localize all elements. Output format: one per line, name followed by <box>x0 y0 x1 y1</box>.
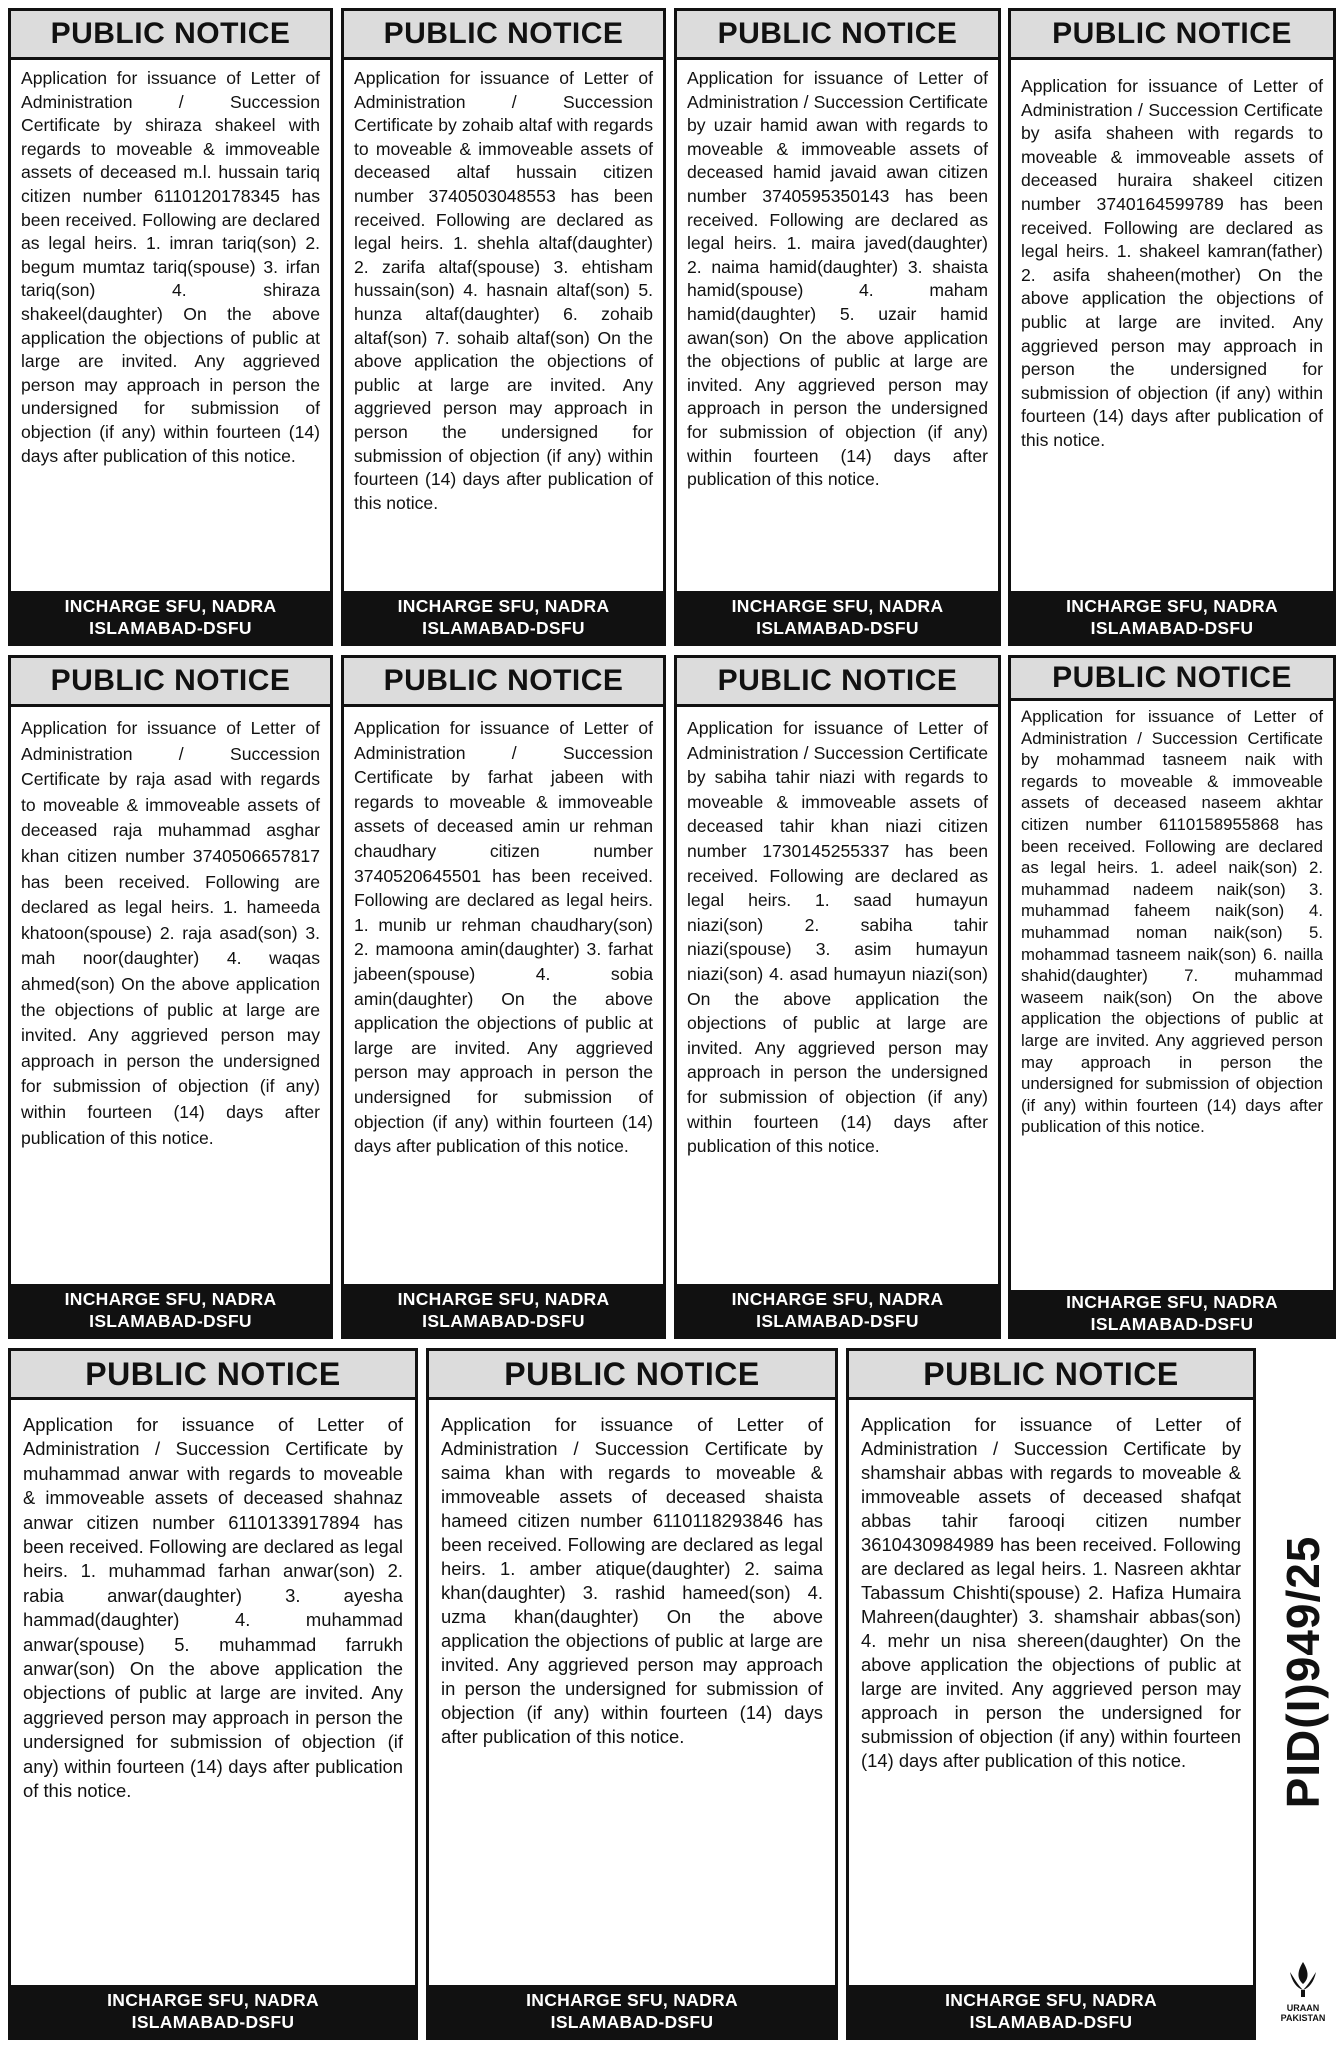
notice-body: Application for issuance of Letter of Administration / Succession Certificate by uzair hamid awan with regards to moveable & immoveable assets of deceased hamid javaid awan citizen number 3740595350143 has been received. Following are declared as legal heirs. 1. maira javed(daughter) 2. naima hamid(daughter) 3. shaista hamid(spouse) 4. maham hamid(daughter) 5. uzair hamid awan(son) On the above application the objections of public at large are invited. Any aggrieved person may approach in person the undersigned for submission of objection (if any) within fourteen (14) days after publication of this notice. <box>687 68 988 490</box>
notice-6 <box>341 655 666 1339</box>
notice-header: PUBLIC NOTICE <box>344 658 663 707</box>
notice-footer: INCHARGE SFU, NADRA ISLAMABAD-DSFU <box>677 591 998 643</box>
notice-header: PUBLIC NOTICE <box>849 1351 1253 1400</box>
notice-header: PUBLIC NOTICE <box>1011 11 1333 60</box>
logo-text-line2: PAKISTAN <box>1280 2013 1326 2023</box>
notice-1 <box>8 8 333 646</box>
notice-11 <box>846 1348 1256 2040</box>
notice-footer: INCHARGE SFU, NADRA ISLAMABAD-DSFU <box>1011 591 1333 643</box>
notice-header: PUBLIC NOTICE <box>11 658 330 707</box>
notice-header: PUBLIC NOTICE <box>344 11 663 60</box>
notice-footer: INCHARGE SFU, NADRA ISLAMABAD-DSFU <box>429 1985 835 2037</box>
notice-2 <box>341 8 666 646</box>
logo-mark-icon <box>1286 1960 1320 1998</box>
pid-code-stamp <box>1276 1370 1330 1980</box>
notice-4 <box>1008 8 1336 646</box>
notice-5 <box>8 655 333 1339</box>
notice-body: Application for issuance of Letter of Administration / Succession Certificate by shiraza shakeel with regards to moveable & immoveable assets of deceased m.l. hussain tariq citizen number 6110120178345 has been received. Following are declared as legal heirs. 1. imran tariq(son) 2. begum mumtaz tariq(spouse) 3. irfan tariq(son) 4. shiraza shakeel(daughter) On the above application the objections of public at large are invited. Any aggrieved person may approach in person the undersigned for submission of objection (if any) within fourteen (14) days after publication of this notice. <box>21 68 320 466</box>
notice-body: Application for issuance of Letter of Administration / Succession Certificate by muhammad anwar with regards to moveable & immoveable assets of deceased shahnaz anwar citizen number 6110133917894 has been received. Following are declared as legal heirs. 1. muhammad farhan anwar(son) 2. rabia anwar(daughter) 3. ayesha hammad(daughter) 4. muhammad anwar(spouse) 5. muhammad farrukh anwar(son) On the above application the objections of public at large are invited. Any aggrieved person may approach in person the undersigned for submission of objection (if any) within fourteen (14) days after publication of this notice. <box>23 1414 403 1802</box>
notice-footer: INCHARGE SFU, NADRA ISLAMABAD-DSFU <box>11 1985 415 2037</box>
notice-body: Application for issuance of Letter of Administration / Succession Certificate by shamshair abbas with regards to moveable & immoveable assets of deceased shafqat abbas tahir farooqi citizen number 3610430984989 has been received. Following are declared as legal heirs. 1. Nasreen akhtar Tabassum Chishti(spouse) 2. Hafiza Humaira Mahreen(daughter) 3. shamshair abbas(son) 4. mehr un nisa shereen(daughter) On the above application the objections of public at large are invited. Any aggrieved person may approach in person the undersigned for submission of objection (if any) within fourteen (14) days after publication of this notice. <box>861 1414 1241 1771</box>
logo-text-line1: URAAN <box>1286 2003 1320 2013</box>
notice-footer: INCHARGE SFU, NADRA ISLAMABAD-DSFU <box>1011 1290 1333 1336</box>
notice-7 <box>674 655 1001 1339</box>
uraan-pakistan-logo <box>1276 1960 1330 2040</box>
notice-footer: INCHARGE SFU, NADRA ISLAMABAD-DSFU <box>11 591 330 643</box>
notice-10 <box>426 1348 838 2040</box>
notice-header: PUBLIC NOTICE <box>11 1351 415 1400</box>
notice-9 <box>8 1348 418 2040</box>
notice-8 <box>1008 655 1336 1339</box>
notice-body: Application for issuance of Letter of Administration / Succession Certificate by saima khan with regards to moveable & immoveable assets of deceased shaista hameed citizen number 6110118293846 has been received. Following are declared as legal heirs. 1. amber atique(daughter) 2. saima khan(daughter) 3. rashid hameed(son) 4. uzma khan(daughter) On the above application the objections of public at large are invited. Any aggrieved person may approach in person the undersigned for submission of objection (if any) within fourteen (14) days after publication of this notice. <box>441 1414 823 1747</box>
notice-header: PUBLIC NOTICE <box>11 11 330 60</box>
notice-body: Application for issuance of Letter of Administration / Succession Certificate by asifa shaheen with regards to moveable & immoveable assets of deceased huraira shakeel citizen number 3740164599789 has been received. Following are declared as legal heirs. 1. shakeel kamran(father) 2. asifa shaheen(mother) On the above application the objections of public at large are invited. Any aggrieved person may approach in person the undersigned for submission of objection (if any) within fourteen (14) days after publication of this notice. <box>1021 76 1323 450</box>
notice-body: Application for issuance of Letter of Administration / Succession Certificate by zohaib altaf with regards to moveable & immoveable assets of deceased altaf hussain citizen number 3740503048553 has been received. Following are declared as legal heirs. 1. shehla altaf(daughter) 2. zarifa altaf(spouse) 3. ehtisham hussain(son) 4. hasnain altaf(son) 5. hunza altaf(daughter) 6. zohaib altaf(son) 7. sohaib altaf(son) On the above application the objections of public at large are invited. Any aggrieved person may approach in person the undersigned for submission of objection (if any) within fourteen (14) days after publication of this notice. <box>354 68 653 513</box>
notice-footer: INCHARGE SFU, NADRA ISLAMABAD-DSFU <box>344 591 663 643</box>
notice-footer: INCHARGE SFU, NADRA ISLAMABAD-DSFU <box>677 1284 998 1336</box>
notice-header: PUBLIC NOTICE <box>429 1351 835 1400</box>
notice-body: Application for issuance of Letter of Administration / Succession Certificate by mohammad tasneem naik with regards to moveable & immoveable assets of deceased naseem akhtar citizen number 6110158955868 has been received. Following are declared as legal heirs. 1. adeel naik(son) 2. muhammad nadeem naik(son) 3. muhammad faheem naik(son) 4. muhammad noman naik(son) 5. mohammad tasneem naik(son) 6. nailla shahid(daughter) 7. muhammad waseem naik(son) On the above application the objections of public at large are invited. Any aggrieved person may approach in person the undersigned for submission of objection (if any) within fourteen (14) days after publication of this notice. <box>1021 707 1323 1137</box>
notice-footer: INCHARGE SFU, NADRA ISLAMABAD-DSFU <box>849 1985 1253 2037</box>
notice-body: Application for issuance of Letter of Administration / Succession Certificate by farhat jabeen with regards to moveable & immoveable assets of deceased amin ur rehman chaudhary citizen number 3740520645501 has been received. Following are declared as legal heirs. 1. munib ur rehman chaudhary(son) 2. mamoona amin(daughter) 3. farhat jabeen(spouse) 4. sobia amin(daughter) On the above application the objections of public at large are invited. Any aggrieved person may approach in person the undersigned for submission of objection (if any) within fourteen (14) days after publication of this notice. <box>354 718 653 1157</box>
pid-code: PID(I)949/25 <box>1277 1535 1329 1809</box>
notice-body: Application for issuance of Letter of Administration / Succession Certificate by sabiha tahir niazi with regards to moveable & immoveable assets of deceased tahir khan niazi citizen number 1730145255337 has been received. Following are declared as legal heirs. 1. saad humayun niazi(son) 2. sabiha tahir niazi(spouse) 3. asim humayun niazi(son) 4. asad humayun niazi(son) On the above application the objections of public at large are invited. Any aggrieved person may approach in person the undersigned for submission of objection (if any) within fourteen (14) days after publication of this notice. <box>687 718 988 1157</box>
notice-body: Application for issuance of Letter of Administration / Succession Certificate by raja asad with regards to moveable & immoveable assets of deceased raja muhammad asghar khan citizen number 3740506657817 has been received. Following are declared as legal heirs. 1. hameeda khatoon(spouse) 2. raja asad(son) 3. mah noor(daughter) 4. waqas ahmed(son) On the above application the objections of public at large are invited. Any aggrieved person may approach in person the undersigned for submission of objection (if any) within fourteen (14) days after publication of this notice. <box>21 718 320 1148</box>
notice-header: PUBLIC NOTICE <box>677 11 998 60</box>
notice-header: PUBLIC NOTICE <box>1011 658 1333 701</box>
notice-footer: INCHARGE SFU, NADRA ISLAMABAD-DSFU <box>11 1284 330 1336</box>
notice-3 <box>674 8 1001 646</box>
notice-header: PUBLIC NOTICE <box>677 658 998 707</box>
notice-footer: INCHARGE SFU, NADRA ISLAMABAD-DSFU <box>344 1284 663 1336</box>
